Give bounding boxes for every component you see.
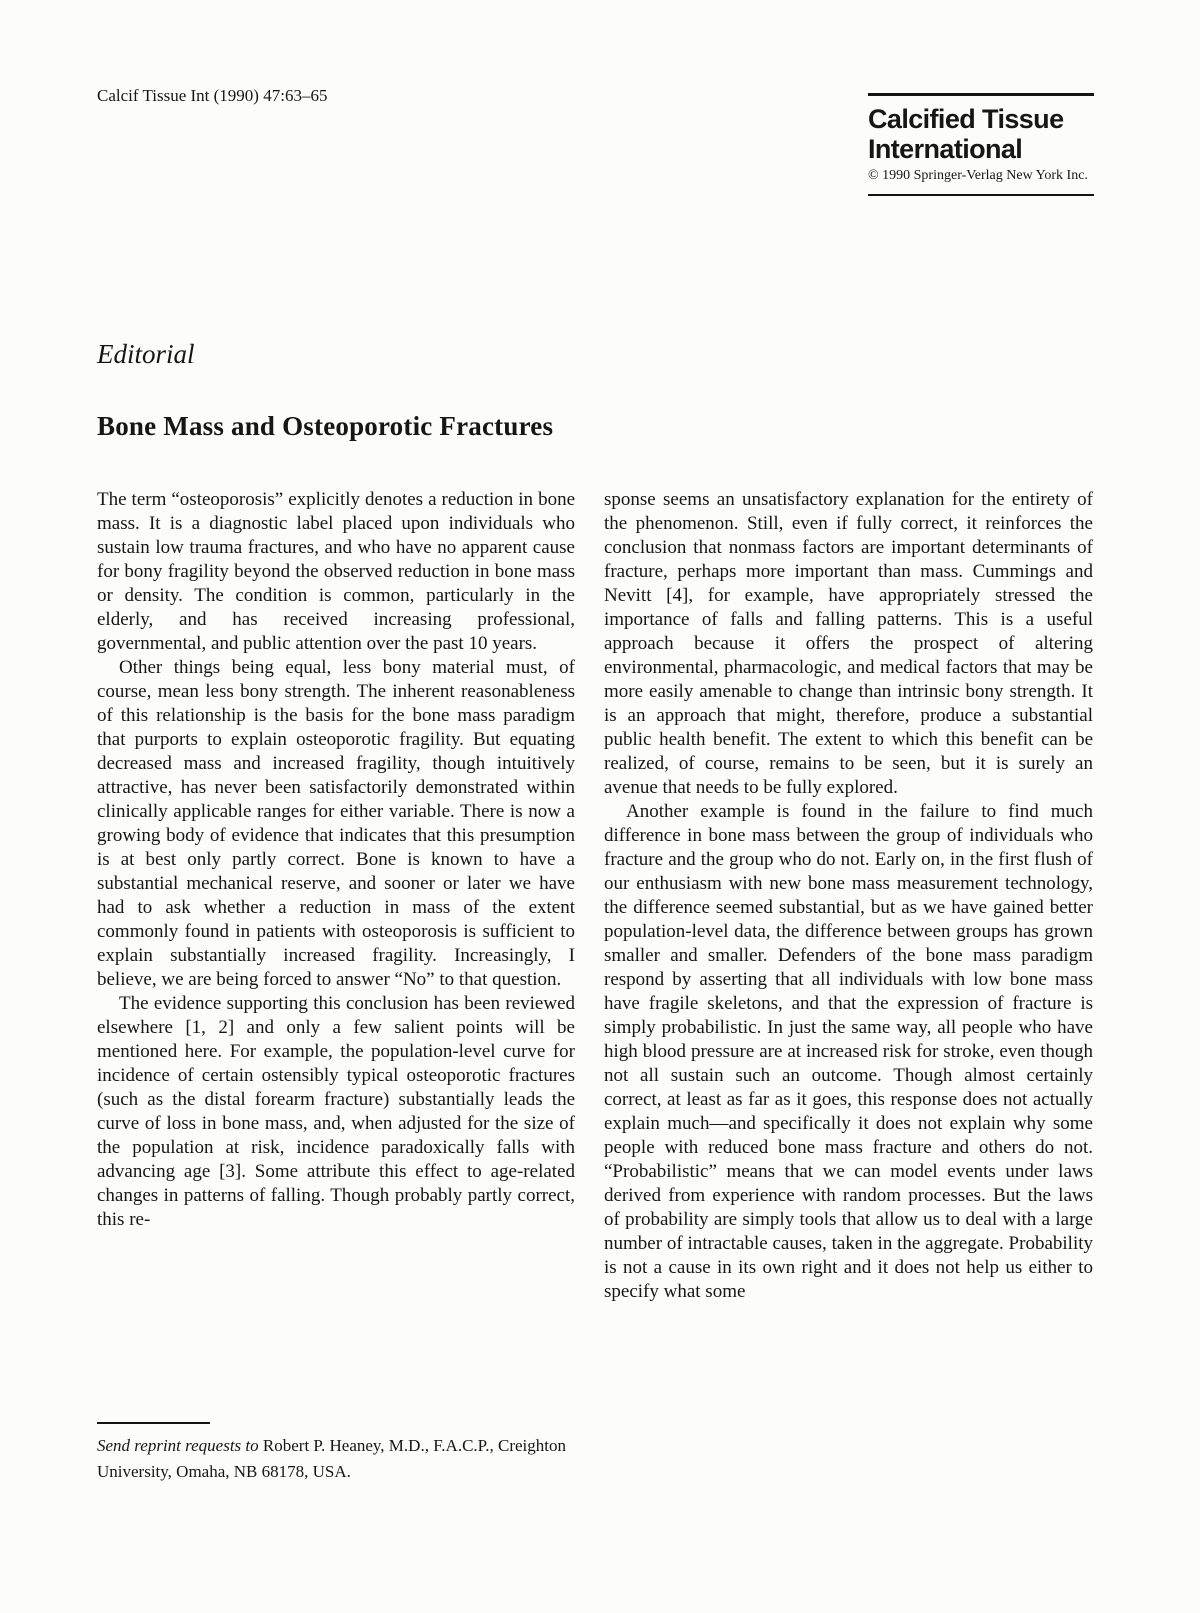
article-title: Bone Mass and Osteoporotic Fractures (97, 411, 554, 441)
right-column (604, 488, 1093, 1304)
footnote-lead: Send reprint requests to (97, 1436, 259, 1455)
paragraph: Another example is found in the failure to find much difference in bone mass between the group of individuals who fracture and the group who do not. Early on, in the first flush of our enthusiasm with new bone mass measurement technology, the difference seemed substantial, but as we have gained better population-level data, the difference between groups has grown smaller and smaller. Defenders of the bone mass paradigm respond by asserting that all individuals with low bone mass have fragile skeletons, and that the expression of fracture is simply probabilistic. In just the same way, all people who have high blood pressure are at increased risk for stroke, even though not all sustain such an outcome. Though almost certainly correct, at least as far as it goes, this response does not actually explain much—and specifically it does not explain why some people with reduced bone mass fracture and others do not. “Probabilistic” means that we can model events under laws derived from experience with random processes. But the laws of probability are simply tools that allow us to deal with a large number of intractable causes, taken in the aggregate. Probability is not a cause in its own right and it does not help us either to specify what some (604, 801, 1093, 1302)
masthead-top-rule (868, 93, 1094, 96)
journal-name-line1: Calcified Tissue (868, 104, 1064, 134)
paragraph: The evidence supporting this conclusion has been reviewed elsewhere [1, 2] and only a few salient points will be mentioned here. For example, the population-level curve for incidence of certain ostensibly typical osteoporotic fractures (such as the distal forearm fracture) substantially leads the curve of loss in bone mass, and, when adjusted for the size of the population at risk, incidence paradoxically falls with advancing age [3]. Some attribute this effect to age-related changes in patterns of falling. Though probably partly correct, this re- (97, 993, 575, 1230)
article-body (97, 488, 1093, 1304)
journal-name-line2: International (868, 134, 1023, 164)
paragraph: Other things being equal, less bony material must, of course, mean less bony strength. The inherent reasonableness of this relationship is the basis for the bone mass paradigm that purports to explain osteoporotic fragility. But equating decreased mass and increased fragility, though intuitively attractive, has never been satisfactorily demonstrated within clinically applicable ranges for either variable. There is now a growing body of evidence that indicates that this presumption is at best only partly correct. Bone is known to have a substantial mechanical reserve, and sooner or later we have had to ask whether a reduction in mass of the extent commonly found in patients with osteoporosis is sufficient to explain substantially increased fragility. Increasingly, I believe, we are being forced to answer “No” to that question. (97, 657, 575, 990)
reprint-footnote (97, 1422, 575, 1485)
masthead-bottom-rule (868, 194, 1094, 196)
footnote-body: Robert P. Heaney, M.D., F.A.C.P., Creighton University, Omaha, NB 68178, USA. (97, 1436, 566, 1481)
copyright-line: © 1990 Springer-Verlag New York Inc. (868, 168, 1088, 183)
footnote-rule (97, 1422, 210, 1424)
header-citation: Calcif Tissue Int (1990) 47:63–65 (97, 86, 328, 105)
section-label: Editorial (97, 339, 195, 369)
left-column (97, 488, 575, 1304)
paragraph: The term “osteoporosis” explicitly denotes a reduction in bone mass. It is a diagnostic label placed upon individuals who sustain low trauma fractures, and who have no apparent cause for bony fragility beyond the observed reduction in bone mass or density. The condition is common, particularly in the elderly, and has received increasing professional, governmental, and public attention over the past 10 years. (97, 489, 575, 654)
journal-masthead (868, 93, 1094, 196)
footnote-text (97, 1433, 575, 1485)
paragraph: sponse seems an unsatisfactory explanation for the entirety of the phenomenon. Still, even if fully correct, it reinforces the conclusion that nonmass factors are important determinants of fracture, perhaps more important than mass. Cummings and Nevitt [4], for example, have appropriately stressed the importance of falls and falling patterns. This is a useful approach because it offers the prospect of altering environmental, pharmacologic, and medical factors that may be more easily amenable to change than intrinsic bony strength. It is an approach that might, therefore, produce a substantial public health benefit. The extent to which this benefit can be realized, of course, remains to be seen, but it is surely an avenue that needs to be fully explored. (604, 489, 1093, 798)
